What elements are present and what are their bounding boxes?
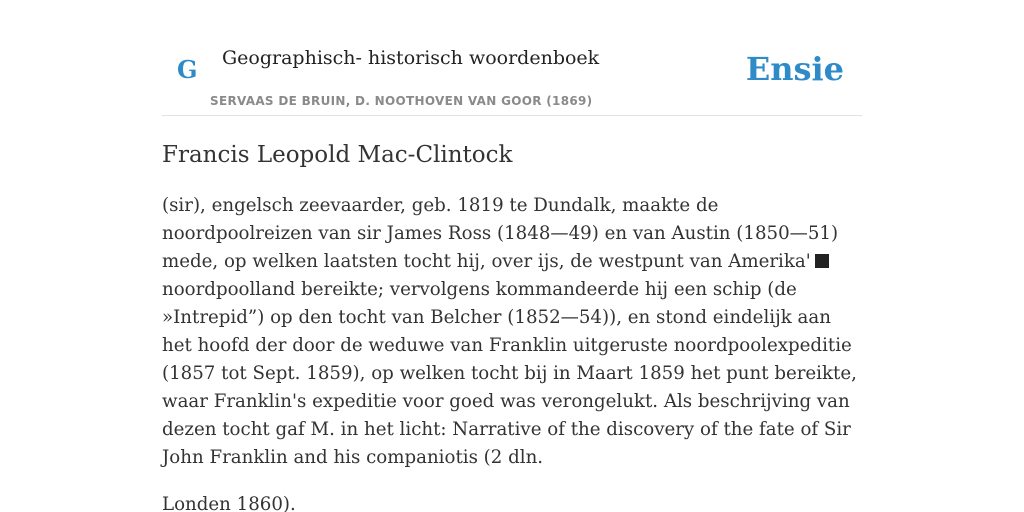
entry-title: Francis Leopold Mac-Clintock	[162, 142, 513, 168]
entry-paragraph-2: Londen 1860).	[162, 494, 296, 512]
page-header	[162, 0, 862, 116]
paragraph-text-before-glyph: (sir), engelsch zeevaarder, geb. 1819 te Dundalk, maakte de noordpoolreizen van sir James Ross (1848—49) en van Austin (1850—51) mede, op welken laatsten tocht hij, over ijs, de westpunt van Amerika'	[162, 195, 839, 272]
book-authors: SERVAAS DE BRUIN, D. NOOTHOVEN VAN GOOR (1869)	[210, 94, 593, 108]
book-title[interactable]: Geographisch- historisch woordenboek	[222, 47, 600, 69]
paragraph-text-after-glyph: noordpoolland bereikte; vervolgens kommandeerde hij een schip (de »Intrepid”) op den tocht van Belcher (1852—54)), en stond eindelijk aan het hoofd der door de weduwe van Franklin uitgeruste noordpoolexpeditie (1857 tot Sept. 1859), op welken tocht bij in Maart 1859 het punt bereikte, waar Franklin's expeditie voor goed was verongelukt. Als beschrijving van dezen tocht gaf M. in het licht: Narrative of the discovery of the fate of Sir John Franklin and his companiotis (2 dln.	[162, 279, 857, 468]
book-letter-link[interactable]: G	[177, 55, 198, 84]
entry-paragraph-1	[162, 192, 862, 472]
entry-body	[162, 192, 862, 512]
ensie-logo[interactable]: Ensie	[745, 50, 844, 88]
black-square-icon	[815, 254, 829, 268]
